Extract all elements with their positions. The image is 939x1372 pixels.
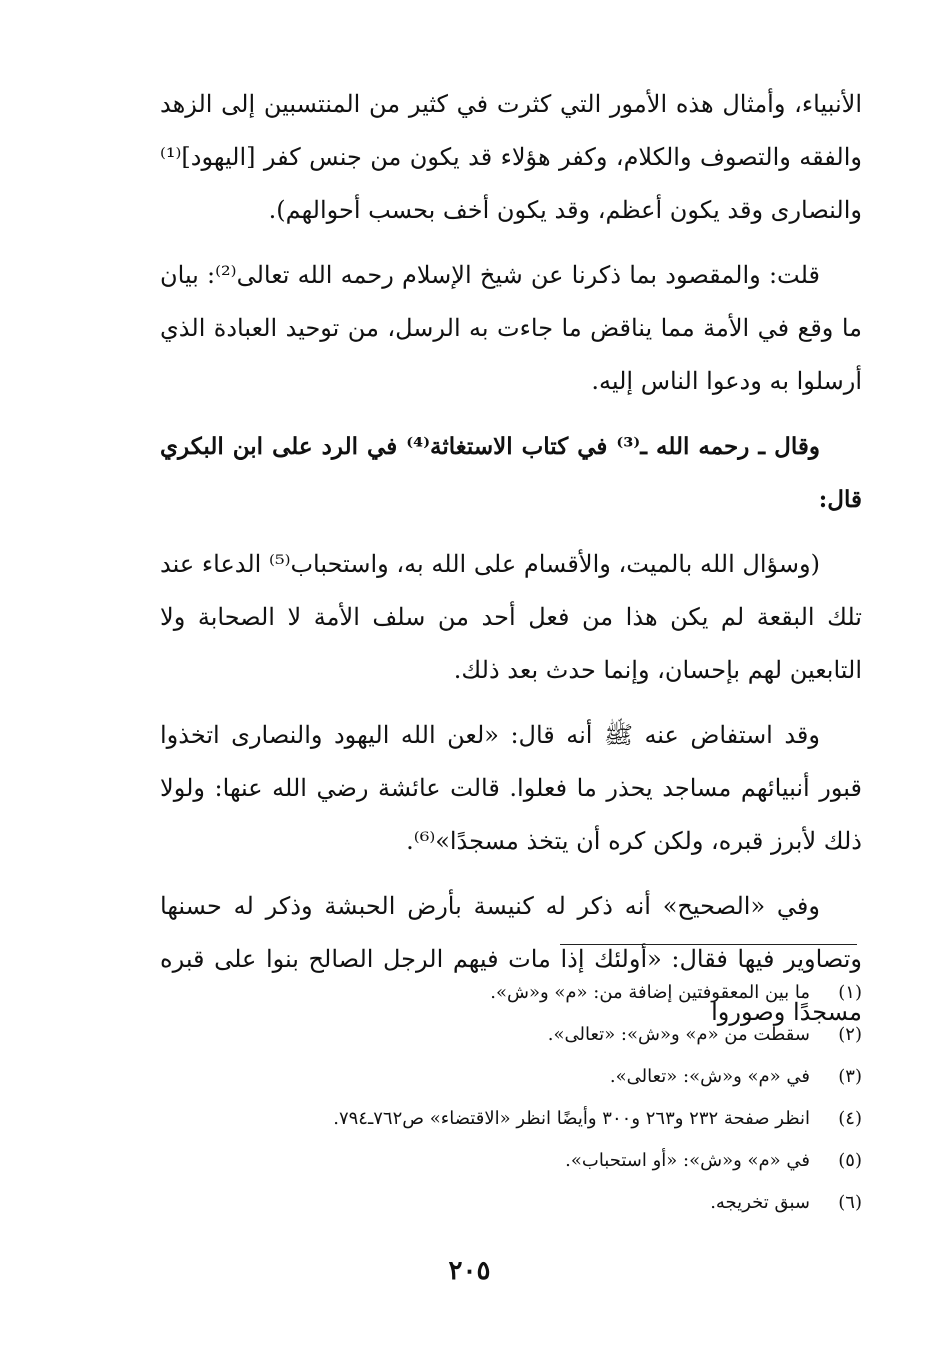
footnote-number: (٢) bbox=[838, 1024, 862, 1045]
footnote-text: سبق تخريجه. bbox=[710, 1192, 810, 1213]
footnotes bbox=[160, 972, 862, 1224]
footnote-number: (٤) bbox=[838, 1108, 862, 1129]
paragraph-3-heading: وقال ـ رحمه الله ـ⁽³⁾ في كتاب الاستغاثة⁽⁴⁾ في الرد على ابن البكري قال: bbox=[160, 433, 862, 513]
footnote-item bbox=[160, 1182, 862, 1224]
paragraph-1: الأنبياء، وأمثال هذه الأمور التي كثرت في كثير من المنتسبين إلى الزهد والفقه والتصوف والكلام، وكفر هؤلاء قد يكون من جنس كفر [اليهود]⁽¹⁾ والنصارى وقد يكون أعظم، وقد يكون أخف بحسب أحوالهم). bbox=[160, 90, 862, 224]
footnote-text: ما بين المعقوفتين إضافة من: «م» و«ش». bbox=[490, 982, 810, 1003]
paragraph-5: وقد استفاض عنه ﷺ أنه قال: «لعن الله اليهود والنصارى اتخذوا قبور أنبيائهم مساجد يحذر ما فعلوا. قالت عائشة رضي الله عنها: ولولا ذلك لأبرز قبره، ولكن كره أن يتخذ مسجدًا»⁽⁶⁾. bbox=[160, 721, 862, 855]
paragraph-6: وفي «الصحيح» أنه ذكر له كنيسة بأرض الحبشة وذكر له حسنها وتصاوير فيها فقال: «أولئك إذا مات فيهم الرجل الصالح بنوا على قبره مسجدًا وصوروا bbox=[160, 892, 862, 1026]
footnote-item bbox=[160, 1098, 862, 1140]
footnote-number: (٣) bbox=[838, 1066, 862, 1087]
footnote-text: انظر صفحة ٢٣٢ و٢٦٣ و٣٠٠ وأيضًا انظر «الاقتضاء» ص٧٦٢ـ٧٩٤. bbox=[333, 1108, 810, 1129]
paragraph-4: (وسؤال الله بالميت، والأقسام على الله به، واستحباب⁽⁵⁾ الدعاء عند تلك البقعة لم يكن هذا من فعل أحد من سلف الأمة لا الصحابة ولا التابعين لهم بإحسان، وإنما حدث بعد ذلك. bbox=[160, 550, 862, 684]
footnote-text: في «م» و«ش»: «أو استحباب». bbox=[565, 1150, 810, 1171]
footnote-item bbox=[160, 1056, 862, 1098]
footnote-number: (٥) bbox=[838, 1150, 862, 1171]
main-text bbox=[160, 78, 862, 1051]
footnote-text: سقطت من «م» و«ش»: «تعالى». bbox=[547, 1024, 810, 1045]
footnote-text: في «م» و«ش»: «تعالى». bbox=[609, 1066, 810, 1087]
footnote-divider bbox=[560, 944, 857, 945]
footnote-number: (٦) bbox=[838, 1192, 862, 1213]
footnote-item bbox=[160, 972, 862, 1014]
footnote-number: (١) bbox=[838, 982, 862, 1003]
page-number: ٢٠٥ bbox=[448, 1256, 491, 1286]
footnote-item bbox=[160, 1014, 862, 1056]
footnote-item bbox=[160, 1140, 862, 1182]
paragraph-2: قلت: والمقصود بما ذكرنا عن شيخ الإسلام رحمه الله تعالى⁽²⁾: بيان ما وقع في الأمة مما يناقض ما جاءت به الرسل، من توحيد العبادة الذي أرسلوا به ودعوا الناس إليه. bbox=[160, 261, 862, 395]
